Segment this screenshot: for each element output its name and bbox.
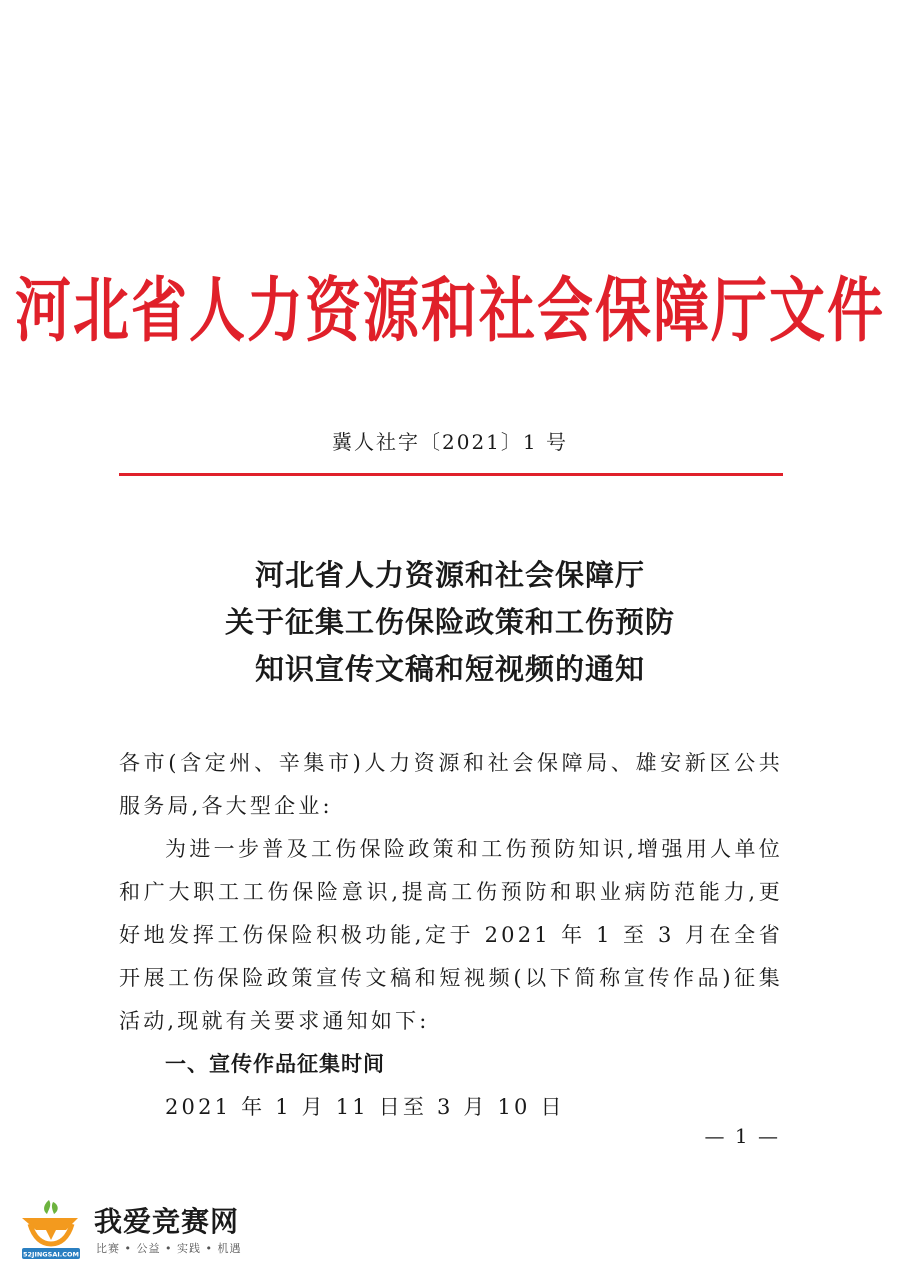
title-line-3: 知识宣传文稿和短视频的通知 <box>254 652 645 686</box>
site-watermark <box>16 1198 286 1262</box>
site-logo-icon <box>16 1198 86 1262</box>
notice-body <box>119 742 783 1129</box>
red-divider-line <box>119 473 783 476</box>
page-number: — 1 — <box>704 1124 780 1148</box>
site-name: 我爱竞赛网 <box>94 1205 240 1238</box>
notice-title <box>0 552 900 693</box>
site-tagline: 比赛 • 公益 • 实践 • 机遇 <box>96 1242 242 1255</box>
document-number: 冀人社字〔2021〕1 号 <box>332 430 568 454</box>
section-1-heading: 一、宣传作品征集时间 <box>165 1052 385 1076</box>
issuer-red-header: 河北省人力资源和社会保障厅文件 <box>15 270 885 352</box>
addressee-line: 各市(含定州、辛集市)人力资源和社会保障局、雄安新区公共服务局,各大型企业: <box>119 751 783 818</box>
logo-text: 52JINGSAI.COM <box>22 1250 80 1259</box>
section-1-text: 2021 年 1 月 11 日至 3 月 10 日 <box>165 1095 565 1119</box>
intro-paragraph: 为进一步普及工伤保险政策和工伤预防知识,增强用人单位和广大职工工伤保险意识,提高工伤预防和职业病防范能力,更好地发挥工伤保险积极功能,定于 2021 年 1 至 3 月在全省开展工伤保险政策宣传文稿和短视频(以下简称宣传作品)征集活动,现就有关要求通知如下: <box>119 837 783 1033</box>
title-line-1: 河北省人力资源和社会保障厅 <box>254 558 645 592</box>
title-line-2: 关于征集工伤保险政策和工伤预防 <box>224 605 675 639</box>
